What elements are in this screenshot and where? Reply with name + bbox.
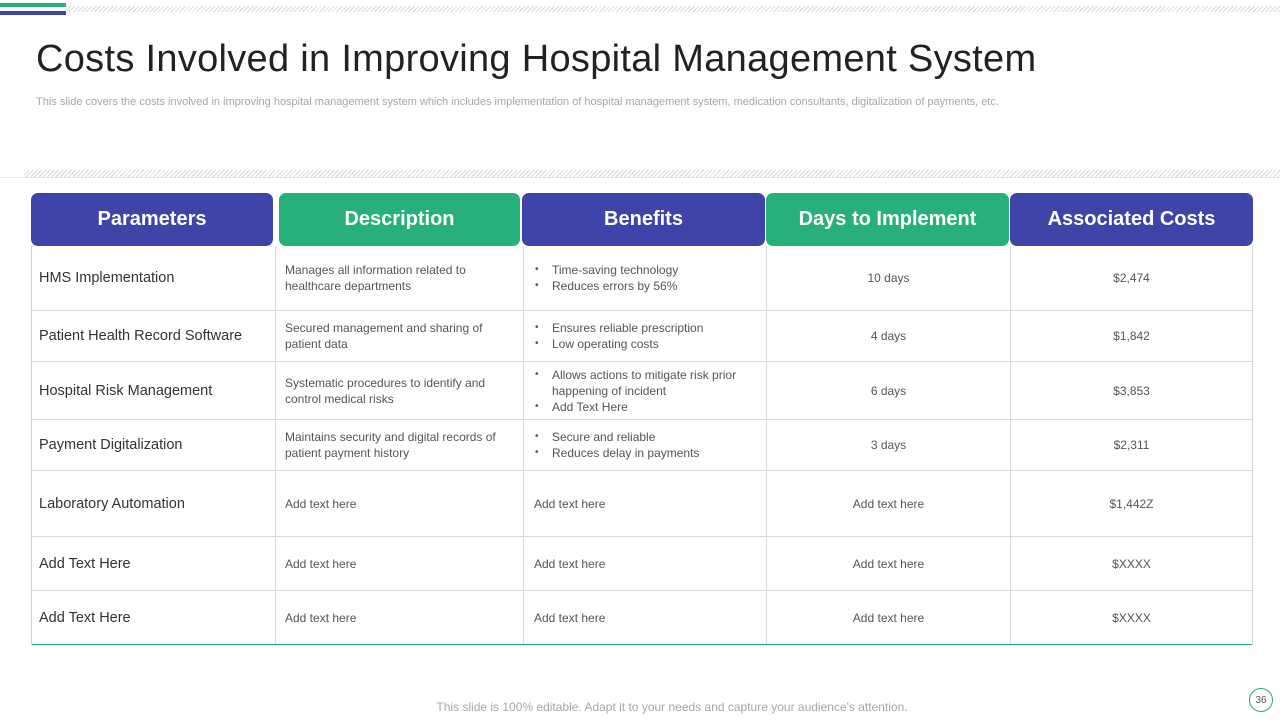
days-cell: 4 days: [767, 311, 1011, 361]
accent-bar-blue: [0, 11, 66, 15]
header-benefits: Benefits: [522, 193, 765, 246]
parameter-cell: Patient Health Record Software: [32, 311, 276, 361]
cost-cell: $1,842: [1113, 329, 1150, 343]
slide-footer: This slide is 100% editable. Adapt it to your needs and capture your audience's attention.: [436, 700, 908, 714]
cost-cell: $XXXX: [1112, 610, 1151, 625]
header-description: Description: [279, 193, 520, 246]
accent-bar-green: [0, 3, 66, 7]
page-number-badge: 36: [1249, 688, 1273, 712]
days-cell: Add text here: [767, 537, 1011, 590]
benefits-cell: Add text here: [524, 591, 767, 644]
benefit-item: • Allows actions to mitigate risk prior happening of incident: [534, 367, 758, 399]
benefit-item: • Secure and reliable: [534, 429, 699, 445]
cost-cell: $2,311: [1113, 438, 1150, 452]
parameter-cell: Laboratory Automation: [32, 471, 276, 536]
description-cell: Add text here: [276, 471, 524, 536]
benefits-list: [534, 320, 703, 352]
description-cell: Manages all information related to healthcare departments: [276, 246, 524, 310]
table-header-row: [31, 193, 1253, 246]
benefit-item: • Reduces errors by 56%: [534, 278, 678, 294]
benefit-item: • Time-saving technology: [534, 262, 678, 278]
parameter-cell: HMS Implementation: [32, 246, 276, 310]
table-row: [32, 471, 1252, 537]
slide-subtitle: This slide covers the costs involved in improving hospital management system which includes implementation of hospital management system, medication consultants, digitalization of payments, etc.: [36, 96, 999, 108]
table-row: [32, 537, 1252, 591]
cost-cell: $3,853: [1113, 383, 1150, 398]
parameter-cell: Add Text Here: [32, 591, 276, 644]
table-row: [32, 362, 1252, 420]
cost-cell: $2,474: [1113, 271, 1150, 285]
mid-divider-line: [0, 177, 1280, 178]
header-parameters: Parameters: [31, 193, 273, 246]
benefits-cell: [524, 420, 767, 470]
cost-cell: $1,442Z: [1109, 496, 1154, 511]
benefit-item: • Add Text Here: [534, 399, 758, 415]
parameter-cell: Hospital Risk Management: [32, 362, 276, 419]
benefits-cell: [524, 311, 767, 361]
parameter-cell: Add Text Here: [32, 537, 276, 590]
table-row: [32, 246, 1252, 311]
days-cell: 10 days: [767, 246, 1011, 310]
days-cell: Add text here: [767, 471, 1011, 536]
description-cell: Systematic procedures to identify and control medical risks: [276, 362, 524, 419]
description-cell: Add text here: [276, 591, 524, 644]
benefits-cell: [524, 362, 767, 419]
benefit-item: • Reduces delay in payments: [534, 445, 699, 461]
table-row: [32, 311, 1252, 362]
description-cell: Maintains security and digital records of patient payment history: [276, 420, 524, 470]
top-accent: [0, 0, 66, 16]
days-cell: 3 days: [767, 420, 1011, 470]
benefits-list: [534, 429, 699, 461]
benefits-list: [534, 367, 758, 415]
parameter-cell: Payment Digitalization: [32, 420, 276, 470]
slide-title: Costs Involved in Improving Hospital Management System: [36, 38, 1037, 80]
days-cell: Add text here: [767, 591, 1011, 644]
cost-cell: $XXXX: [1112, 556, 1151, 571]
benefits-cell: Add text here: [524, 537, 767, 590]
top-hatch-divider: [66, 6, 1280, 12]
benefits-cell: Add text here: [524, 471, 767, 536]
description-cell: Secured management and sharing of patient data: [276, 311, 524, 361]
header-associated-costs: Associated Costs: [1010, 193, 1253, 246]
table-row: [32, 591, 1252, 645]
costs-table: [31, 246, 1253, 645]
benefit-item: • Low operating costs: [534, 336, 703, 352]
days-cell: 6 days: [767, 362, 1011, 419]
benefits-list: [534, 262, 678, 294]
benefit-item: • Ensures reliable prescription: [534, 320, 703, 336]
header-days-to-implement: Days to Implement: [766, 193, 1009, 246]
benefits-cell: [524, 246, 767, 310]
description-cell: Add text here: [276, 537, 524, 590]
mid-hatch-divider: [24, 170, 1280, 177]
table-row: [32, 420, 1252, 471]
